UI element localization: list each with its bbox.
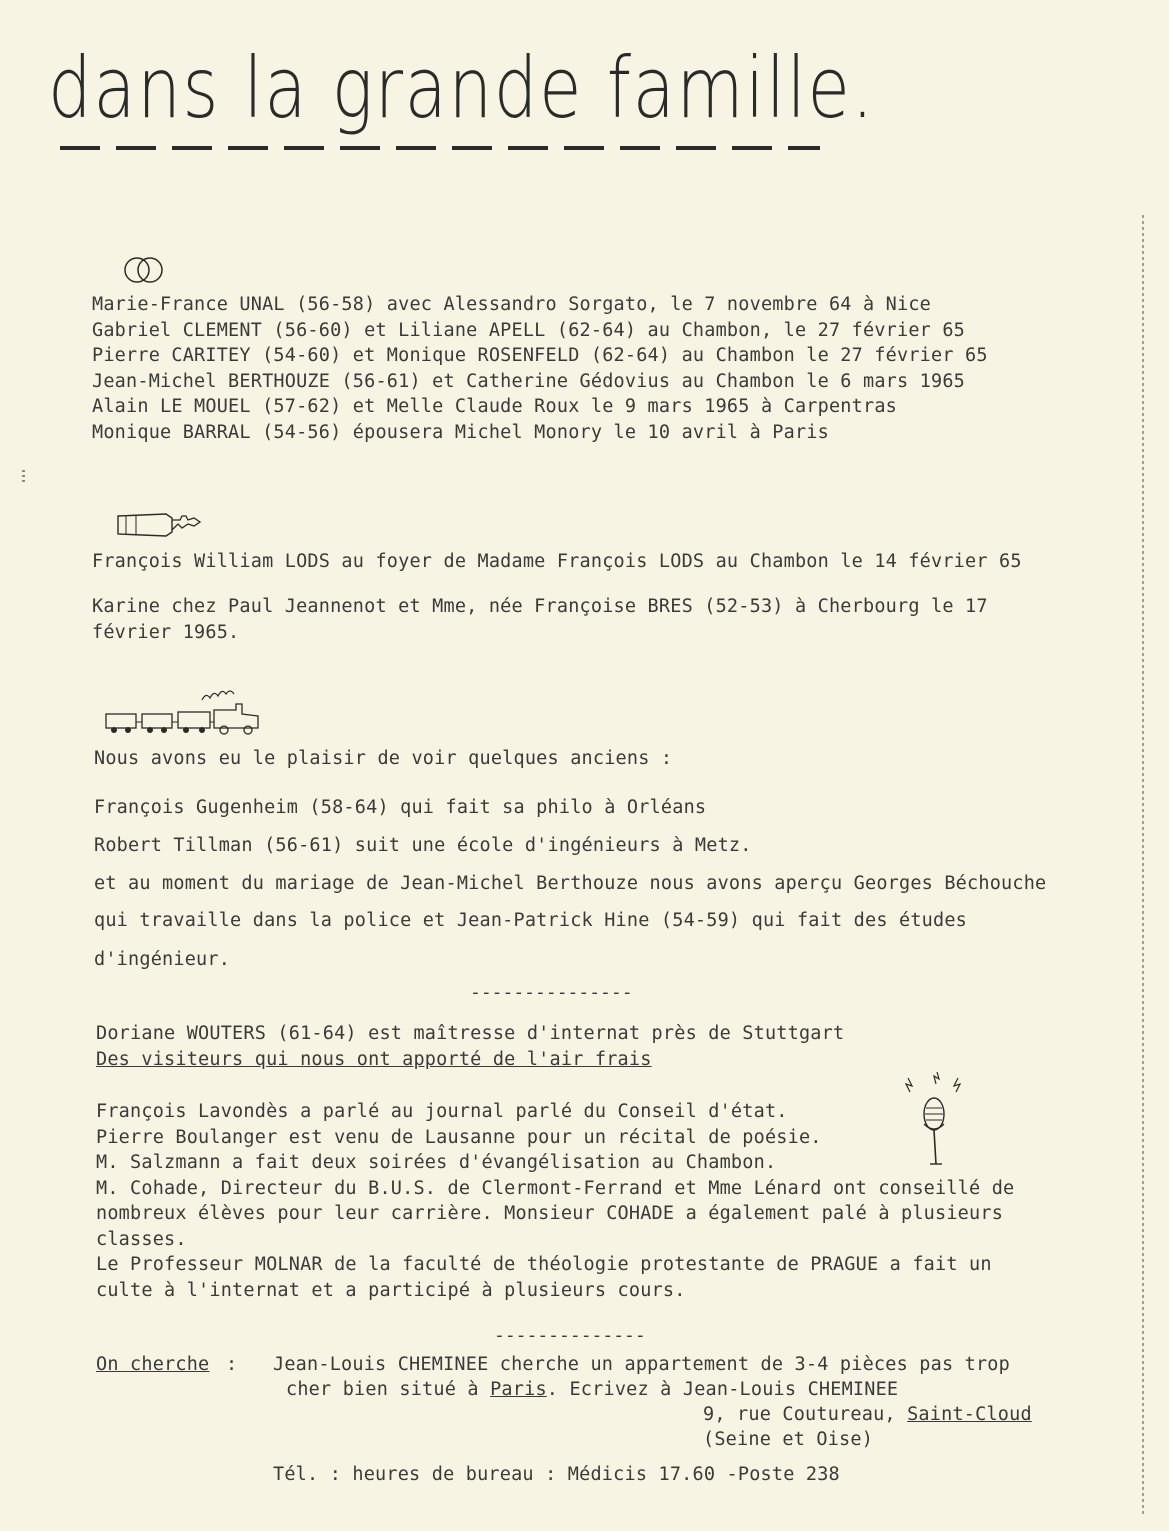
visit-line: qui travaille dans la police et Jean-Patrick Hine (54-59) qui fait des études: [94, 910, 968, 931]
address-region: (Seine et Oise): [703, 1429, 874, 1450]
birth-line: février 1965.: [92, 621, 240, 643]
visit-line: François Gugenheim (58-64) qui fait sa philo à Orléans: [94, 797, 707, 818]
page-title: dans la grande famille.: [48, 39, 876, 137]
marriage-line: Monique BARRAL (54-56) épousera Michel Monory le 10 avril à Paris: [92, 421, 829, 443]
birth-lods: François William LODS au foyer de Madame François LODS au Chambon le 14 février 65: [92, 551, 1022, 572]
visitors-heading: Des visiteurs qui nous ont apporté de l'air frais: [96, 1049, 652, 1070]
margin-speck: [22, 470, 25, 484]
visitor-line: nombreux élèves pour leur carrière. Monsieur COHADE a également palé à plusieurs: [96, 1203, 1004, 1224]
birth-line: Karine chez Paul Jeannenot et Mme, née Françoise BRES (52-53) à Cherbourg le 17: [92, 596, 988, 617]
visitors-list: [96, 1099, 1014, 1303]
visitor-line: Pierre Boulanger est venu de Lausanne pour un récital de poésie.: [96, 1126, 822, 1148]
marriage-line: Alain LE MOUEL (57-62) et Melle Claude Roux le 9 mars 1965 à Carpentras: [92, 396, 897, 417]
marriage-line: Pierre CARITEY (54-60) et Monique ROSENFELD (62-64) au Chambon le 27 février 65: [92, 345, 988, 366]
visitor-line: classes.: [96, 1228, 187, 1250]
title-underline: [60, 146, 820, 150]
wedding-rings-icon: [120, 252, 168, 288]
visits-intro: Nous avons eu le plaisir de voir quelques anciens :: [94, 748, 673, 769]
visitor-line: François Lavondès a parlé au journal parlé du Conseil d'état.: [96, 1101, 788, 1122]
visitor-line: M. Cohade, Directeur du B.U.S. de Clermont-Ferrand et Mme Lénard ont conseillé de: [96, 1177, 1015, 1199]
on-cherche-colon: :: [226, 1354, 238, 1375]
visitor-line: culte à l'internat et a participé à plusieurs cours.: [96, 1279, 686, 1301]
steam-train-icon: [102, 686, 264, 736]
birth-karine: [92, 594, 988, 645]
on-cherche-city: Paris: [490, 1379, 547, 1400]
on-cherche-label: On cherche: [96, 1354, 210, 1375]
on-cherche-line1: Jean-Louis CHEMINEE cherche un appartement de 3-4 pièces pas trop: [273, 1354, 1010, 1375]
baby-bottle-icon: [112, 508, 204, 542]
on-cherche-line2-post: . Ecrivez à Jean-Louis CHEMINEE: [546, 1379, 899, 1400]
doriane-note: Doriane WOUTERS (61-64) est maîtresse d'internat près de Stuttgart: [96, 1023, 845, 1044]
on-cherche-line2: [286, 1377, 898, 1403]
marriage-line: Gabriel CLEMENT (56-60) et Liliane APELL (62-64) au Chambon, le 27 février 65: [92, 319, 966, 341]
visit-line: d'ingénieur.: [94, 949, 231, 970]
visitor-line: Le Professeur MOLNAR de la faculté de théologie protestante de PRAGUE a fait un: [96, 1254, 992, 1275]
address-city: Saint-Cloud: [907, 1404, 1032, 1425]
on-cherche-address: [703, 1402, 1032, 1428]
section-separator: ---------------: [470, 982, 633, 1003]
phone-line: Tél. : heures de bureau : Médicis 17.60 -Poste 238: [273, 1464, 840, 1485]
marriage-line: Marie-France UNAL (56-58) avec Alessandro Sorgato, le 7 novembre 64 à Nice: [92, 294, 932, 315]
address-street: 9, rue Coutureau,: [703, 1404, 908, 1425]
visit-line: Robert Tillman (56-61) suit une école d'ingénieurs à Metz.: [94, 835, 752, 856]
section-separator: --------------: [494, 1325, 646, 1346]
marriages-list: [92, 292, 988, 445]
visit-line: et au moment du mariage de Jean-Michel Berthouze nous avons aperçu Georges Béchouche: [94, 873, 1047, 894]
page-edge-divider: [1142, 215, 1144, 1515]
on-cherche-line2-pre: cher bien situé à: [286, 1379, 491, 1400]
visitor-line: M. Salzmann a fait deux soirées d'évangélisation au Chambon.: [96, 1152, 777, 1173]
marriage-line: Jean-Michel BERTHOUZE (56-61) et Catherine Gédovius au Chambon le 6 mars 1965: [92, 370, 966, 392]
